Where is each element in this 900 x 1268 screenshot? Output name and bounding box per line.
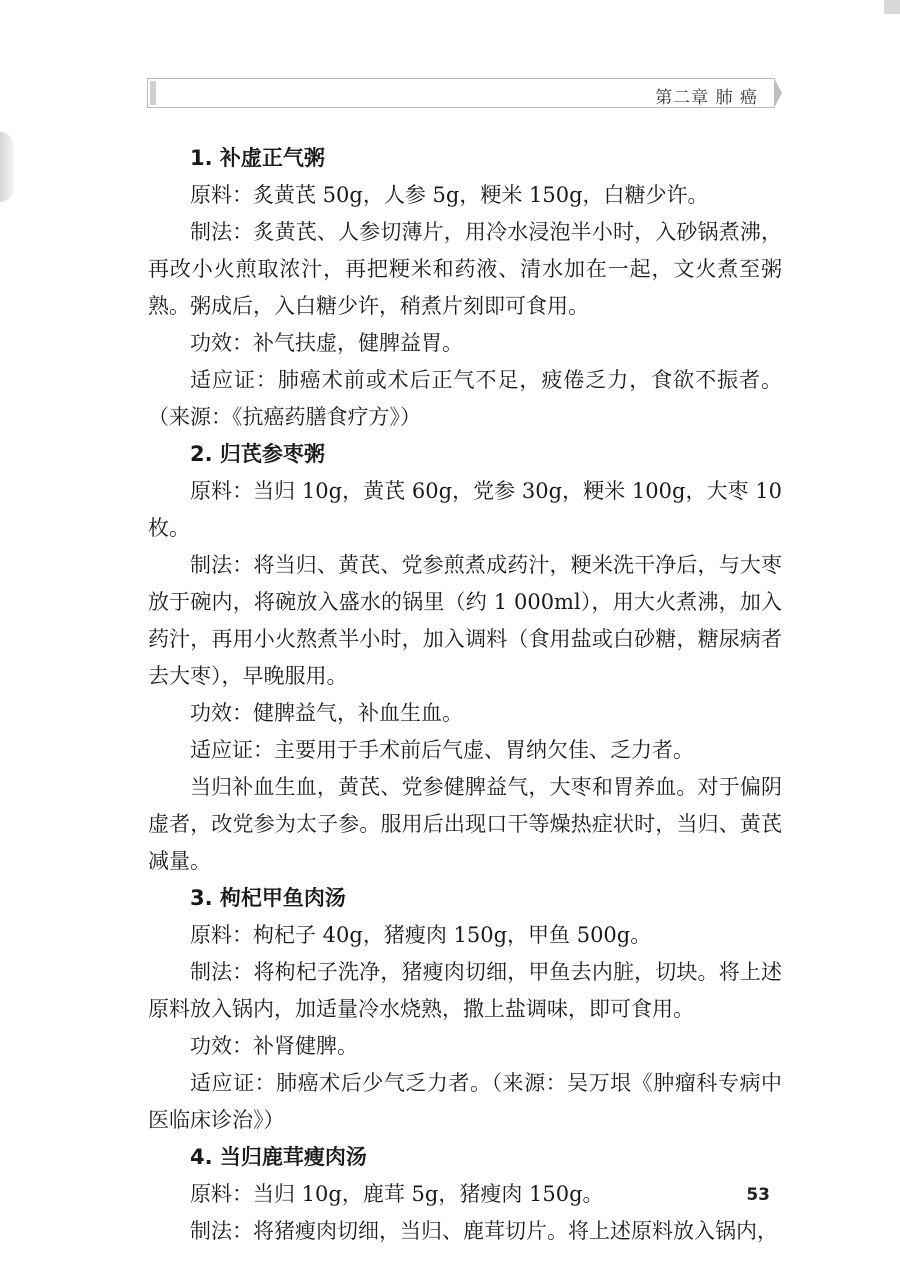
page-body bbox=[148, 140, 782, 1250]
chapter-title: 第二章 肺 癌 bbox=[655, 88, 758, 108]
paragraph: 制法：将枸杞子洗净，猪瘦肉切细，甲鱼去内脏，切块。将上述原料放入锅内，加适量冷水烧熟，撒上盐调味，即可食用。 bbox=[148, 960, 782, 1021]
running-header bbox=[147, 78, 775, 108]
paragraph: 原料：炙黄芪 50g，人参 5g，粳米 150g，白糖少许。 bbox=[190, 183, 709, 207]
paragraph: 当归补血生血，黄芪、党参健脾益气，大枣和胃养血。对于偏阴虚者，改党参为太子参。服用后出现口干等燥热症状时，当归、黄芪减量。 bbox=[148, 775, 782, 873]
paragraph: 功效：补气扶虚，健脾益胃。 bbox=[190, 331, 463, 355]
recipe-heading: 3. 枸杞甲鱼肉汤 bbox=[190, 886, 346, 910]
page-number: 53 bbox=[746, 1185, 770, 1205]
paragraph: 制法：将当归、黄芪、党参煎煮成药汁，粳米洗干净后，与大枣放于碗内，将碗放入盛水的锅里（约 1 000ml），用大火煮沸，加入药汁，再用小火熬煮半小时，加入调料（食用盐或白砂糖，糖尿病者去大枣），早晚服用。 bbox=[148, 553, 782, 688]
recipe-heading: 1. 补虚正气粥 bbox=[190, 146, 325, 170]
corner-mark bbox=[884, 0, 900, 14]
paragraph: 原料：当归 10g，鹿茸 5g，猪瘦肉 150g。 bbox=[190, 1182, 604, 1206]
paragraph: 制法：将猪瘦肉切细，当归、鹿茸切片。将上述原料放入锅内， bbox=[190, 1219, 778, 1243]
paragraph: 适应证：肺癌术前或术后正气不足，疲倦乏力，食欲不振者。（来源：《抗癌药膳食疗方》） bbox=[148, 368, 782, 429]
paragraph: 原料：枸杞子 40g，猪瘦肉 150g，甲鱼 500g。 bbox=[190, 923, 652, 947]
paragraph: 适应证：主要用于手术前后气虚、胃纳欠佳、乏力者。 bbox=[190, 738, 694, 762]
header-arrow-icon bbox=[774, 78, 782, 108]
paragraph: 制法：炙黄芪、人参切薄片，用冷水浸泡半小时，入砂锅煮沸，再改小火煎取浓汁，再把粳米和药液、清水加在一起，文火煮至粥熟。粥成后，入白糖少许，稍煮片刻即可食用。 bbox=[148, 220, 782, 318]
side-tab bbox=[0, 132, 14, 202]
paragraph: 功效：补肾健脾。 bbox=[190, 1034, 358, 1058]
paragraph: 原料：当归 10g，黄芪 60g，党参 30g，粳米 100g，大枣 10 枚。 bbox=[148, 479, 782, 540]
recipe-heading: 4. 当归鹿茸瘦肉汤 bbox=[190, 1145, 367, 1169]
recipe-heading: 2. 归芪参枣粥 bbox=[190, 442, 325, 466]
paragraph: 功效：健脾益气，补血生血。 bbox=[190, 701, 463, 725]
paragraph: 适应证：肺癌术后少气乏力者。（来源：吴万垠《肿瘤科专病中医临床诊治》） bbox=[148, 1071, 782, 1132]
